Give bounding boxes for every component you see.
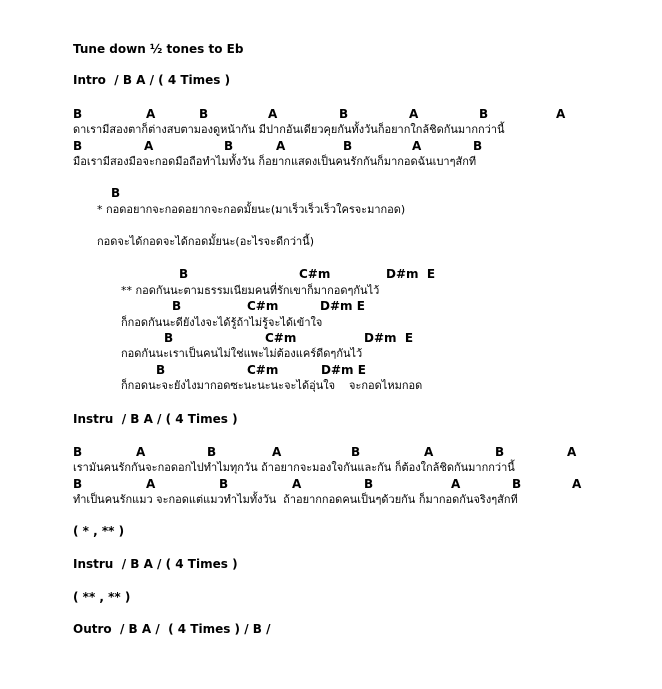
chord: A [146,107,156,121]
intro-line: Intro / B A / ( 4 Times ) [73,73,231,87]
lyric-line: ดาเรามีสองตาก็ต่างสบตามองดูหน้ากัน มีปากอันเดียวคุยกันทั้งวันก็อยากใกล้ชิดกันมากกว่านี้ [73,123,505,136]
chord: B [172,299,182,313]
chord: A [567,445,577,459]
chord: A [292,477,302,491]
chord: B [164,331,174,345]
chord: A [276,139,286,153]
chord: B [73,107,83,121]
outro-line: Outro / B A / ( 4 Times ) / B / [73,622,271,636]
chord: B [207,445,217,459]
lyric-line: กอดกันนะเราเป็นคนไม่ใช่แพะไม่ต้องแคร์ดีดๆกันไว้ [121,347,363,360]
chord: A [136,445,146,459]
chord: B [156,363,166,377]
chord: B [339,107,349,121]
chord: B [111,186,121,200]
chord: B [364,477,374,491]
chord: C#m [247,363,279,377]
chord: D#m E [320,299,365,313]
chord: A [144,139,154,153]
lyric-line: ทำเป็นคนรักแมว จะกอดแต่แมวทำไมทั้งวัน ถ้าอยากกอดคนเป็นๆด้วยกัน ก็มากอดกันจริงๆสักที [73,493,518,506]
lyric-line: เรามันคนรักกันจะกอดอกไปทำไมทุกวัน ถ้าอยากจะมองใจกันและกัน ก็ต้องใกล้ชิดกันมากกว่านี้ [73,461,515,474]
lyric-line: * กอดอยากจะกอดอยากจะกอดมั้ยนะ(มาเร็วเร็วเร็วใครจะมากอด) [97,203,406,216]
chord: C#m [265,331,297,345]
chord: A [451,477,461,491]
chord: A [556,107,566,121]
chord: D#m E [364,331,414,345]
chord: B [224,139,234,153]
repeat-line-1: ( * , ** ) [73,524,125,538]
chord: C#m [247,299,279,313]
chord: A [412,139,422,153]
lyric-line: มือเรามีสองมือจะกอดมือถือทำไมทั้งวัน ก็อยากแสดงเป็นคนรักกันก็มากอดฉันเบาๆสักที [73,155,477,168]
chord: A [424,445,434,459]
chord: B [479,107,489,121]
chord: C#m [299,267,331,281]
chord: A [272,445,282,459]
chord: D#m E [321,363,366,377]
chord: A [146,477,156,491]
chord: B [73,139,83,153]
lyric-line: ก็กอดนะจะยังไงมากอดซะนะนะนะจะได้อุ่นใจ จะกอดไหมกอด [121,379,423,392]
chord: A [409,107,419,121]
lyric-line: ** กอดกันนะตามธรรมเนียมคนที่รักเขาก็มากอดๆกันไว้ [121,284,380,297]
chord: B [73,477,83,491]
lyric-line: กอดจะได้กอดจะได้กอดมั้ยนะ(อะไรจะดีกว่านี้) [97,235,314,248]
chord: B [179,267,189,281]
tuning-note: Tune down ½ tones to Eb [73,42,244,56]
chord: A [268,107,278,121]
repeat-line-2: ( ** , ** ) [73,590,131,604]
chord: B [351,445,361,459]
chord: B [473,139,483,153]
lyric-line: ก็กอดกันนะดียังไงจะได้รู้ถ้าไม่รู้จะได้เข้าใจ [121,316,323,329]
chord: D#m E [386,267,436,281]
chord: B [199,107,209,121]
chord: B [343,139,353,153]
chord: B [495,445,505,459]
chord: B [73,445,83,459]
chord: B [512,477,522,491]
instru-line-1: Instru / B A / ( 4 Times ) [73,412,238,426]
chord: B [219,477,229,491]
instru-line-2: Instru / B A / ( 4 Times ) [73,557,238,571]
chord: A [572,477,582,491]
